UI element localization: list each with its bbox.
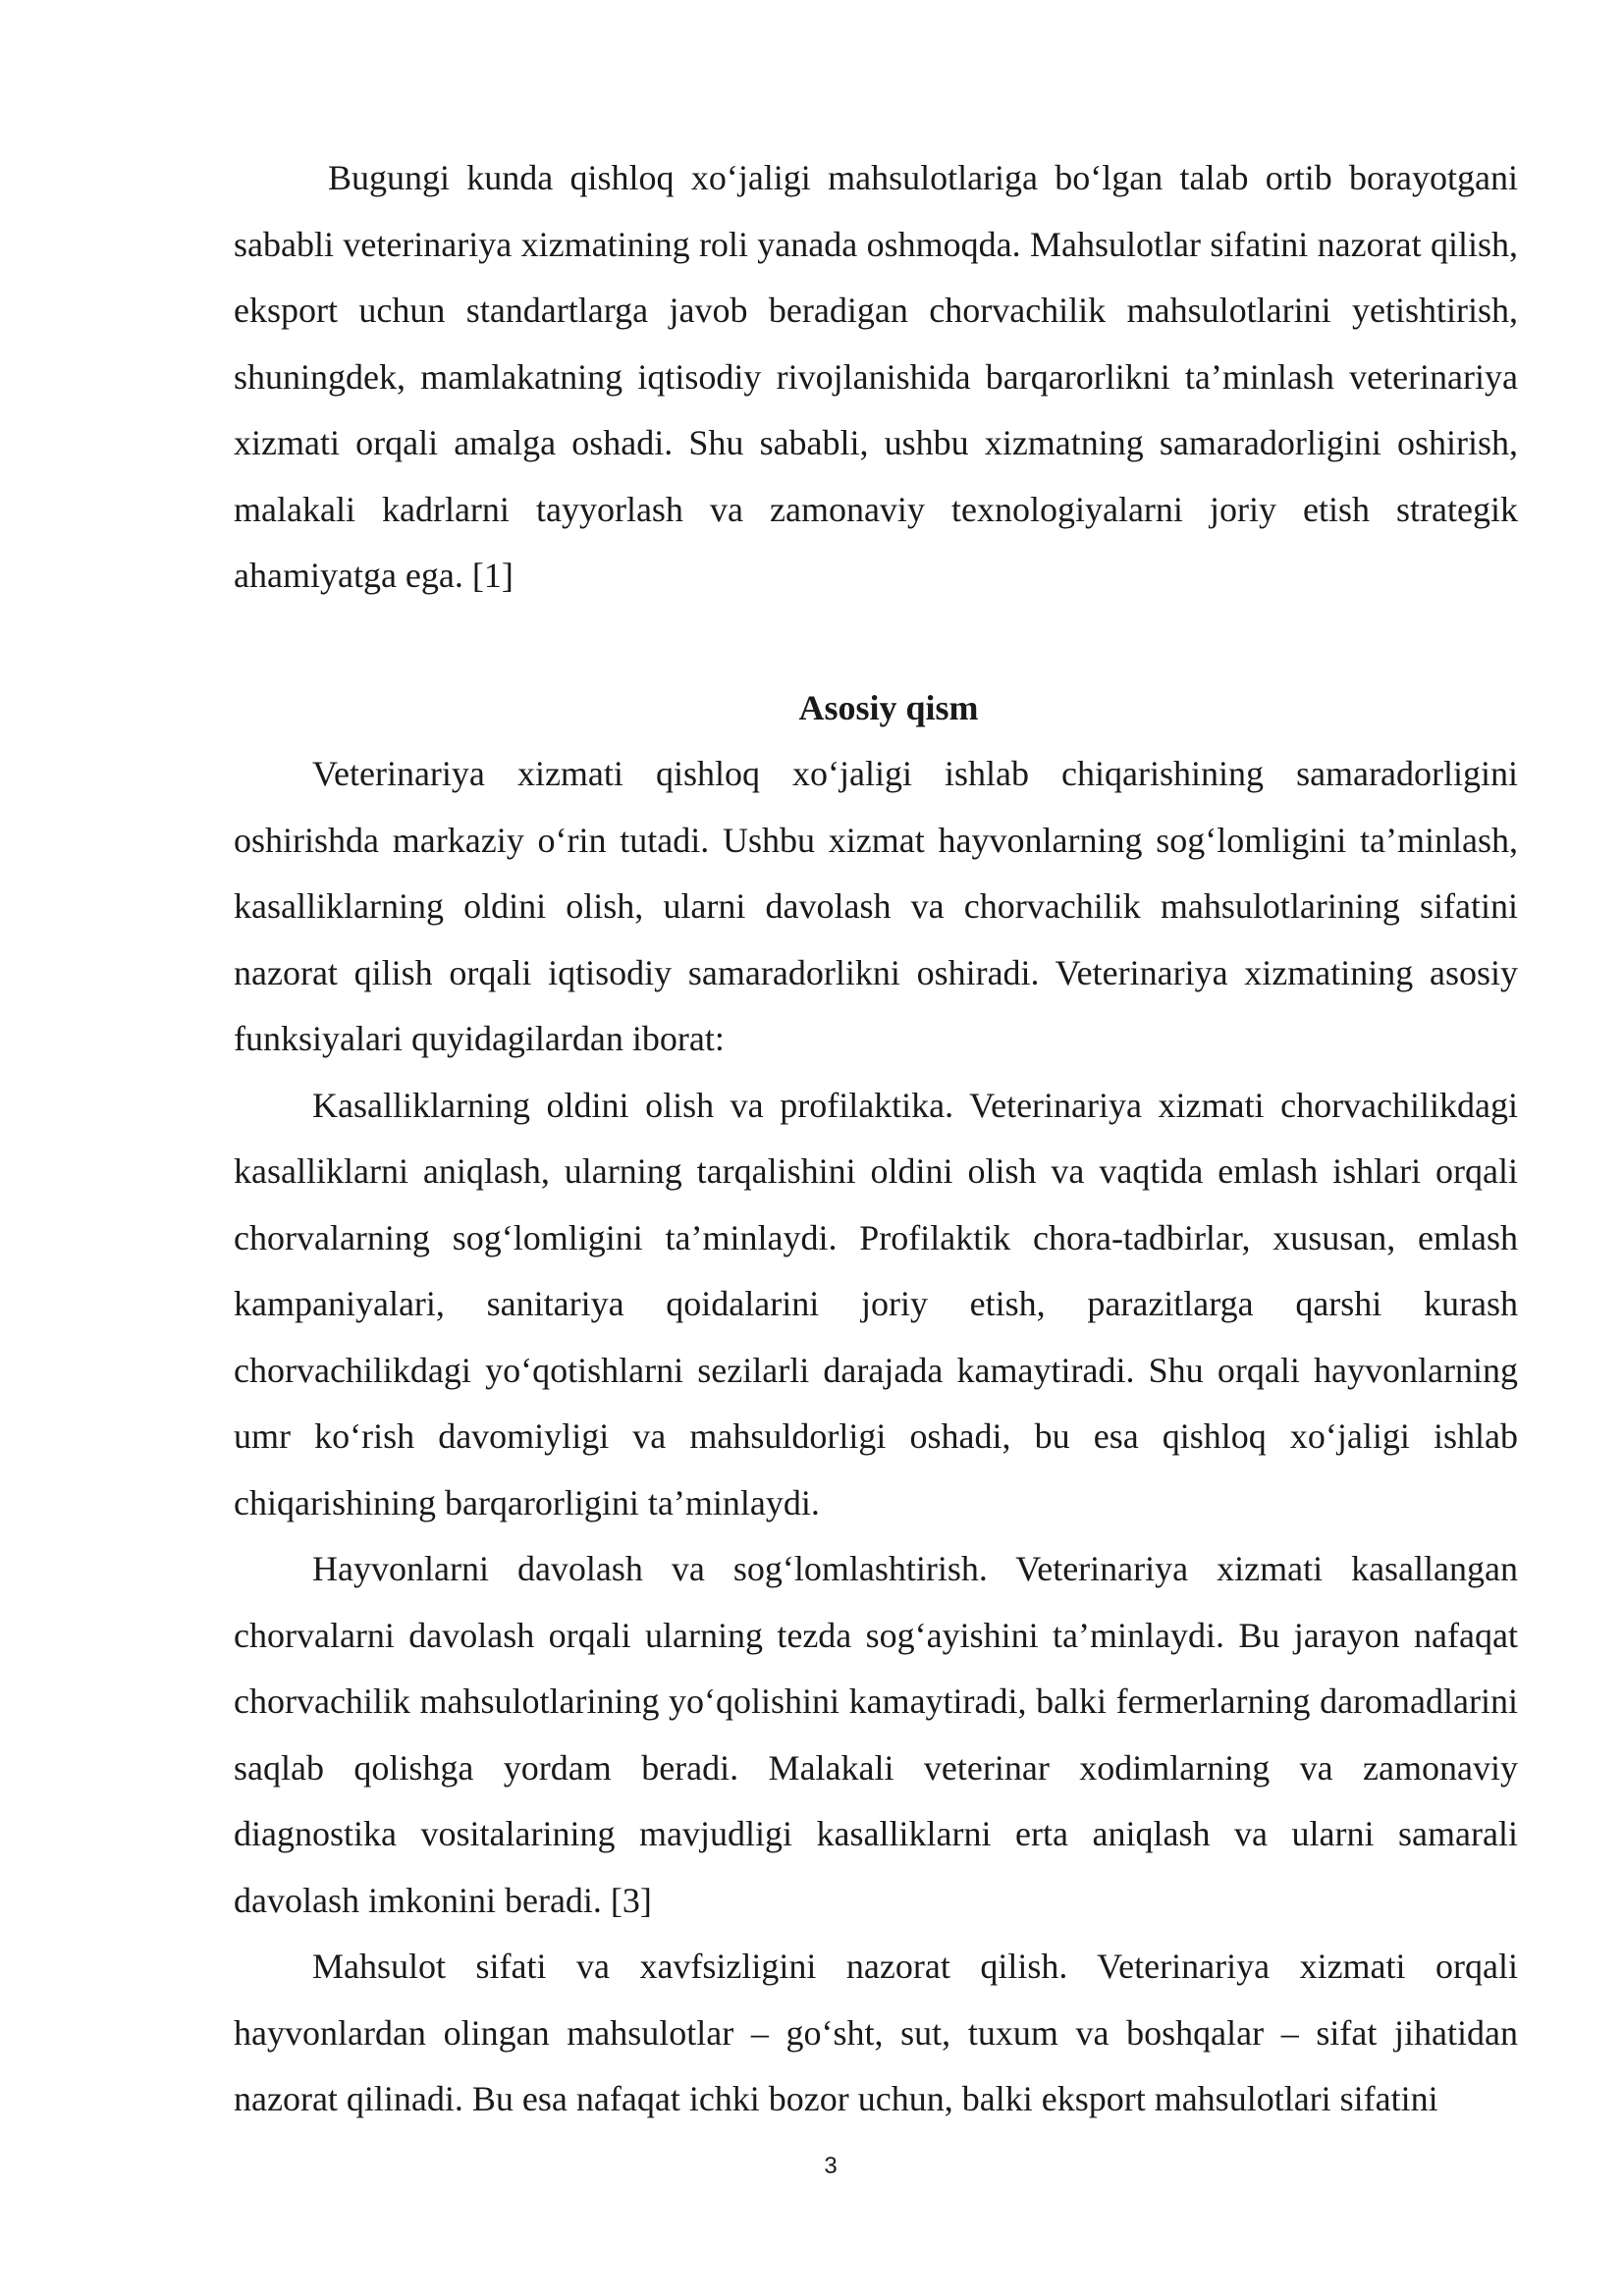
page-number: 3 xyxy=(824,2153,838,2179)
body-paragraph-3: Hayvonlarni davolash va sog‘lomlashtirish. Veterinariya xizmati kasallangan chorvalarni davolash orqali ularning tezda sog‘ayishini ta’minlaydi. Bu jarayon nafaqat chorvachilik mahsulotlarining yo‘qolishini kamaytiradi, balki fermerlarning daromadlarini saqlab qolishga yordam beradi. Malakali veterinar xodimlarning va zamonaviy diagnostika vositalarining mavjudligi kasalliklarni erta aniqlash va ularni samarali davolash imkonini beradi. [3] xyxy=(234,1549,1518,1920)
document-page xyxy=(234,145,1518,2133)
body-paragraph-1: Veterinariya xizmati qishloq xo‘jaligi ishlab chiqarishining samaradorligini oshirishda markaziy o‘rin tutadi. Ushbu xizmat hayvonlarning sog‘lomligini ta’minlash, kasalliklarning oldini olish, ularni davolash va chorvachilik mahsulotlarining sifatini nazorat qilish orqali iqtisodiy samaradorlikni oshiradi. Veterinariya xizmatining asosiy funksiyalari quyidagilardan iborat: xyxy=(234,754,1518,1058)
body-paragraph-2: Kasalliklarning oldini olish va profilaktika. Veterinariya xizmati chorvachilikdagi kasalliklarni aniqlash, ularning tarqalishini oldini olish va vaqtida emlash ishlari orqali chorvalarning sog‘lomligini ta’minlaydi. Profilaktik chora-tadbirlar, xususan, emlash kampaniyalari, sanitariya qoidalarini joriy etish, parazitlarga qarshi kurash chorvachilikdagi yo‘qotishlarni sezilarli darajada kamaytiradi. Shu orqali hayvonlarning umr ko‘rish davomiyligi va mahsuldorligi oshadi, bu esa qishloq xo‘jaligi ishlab chiqarishining barqarorligini ta’minlaydi. xyxy=(234,1085,1518,1522)
section-heading: Asosiy qism xyxy=(798,687,979,727)
body-paragraph-4: Mahsulot sifati va xavfsizligini nazorat qilish. Veterinariya xizmati orqali hayvonlardan olingan mahsulotlar – go‘sht, sut, tuxum va boshqalar – sifat jihatidan nazorat qilinadi. Bu esa nafaqat ichki bozor uchun, balki eksport mahsulotlari sifatini xyxy=(234,1947,1518,2118)
intro-paragraph: Bugungi kunda qishloq xo‘jaligi mahsulotlariga bo‘lgan talab ortib borayotgani sababli veterinariya xizmatining roli yanada oshmoqda. Mahsulotlar sifatini nazorat qilish, eksport uchun standartlarga javob beradigan chorvachilik mahsulotlarini yetishtirish, shuningdek, mamlakatning iqtisodiy rivojlanishida barqarorlikni ta’minlash veterinariya xizmati orqali amalga oshadi. Shu sababli, ushbu xizmatning samaradorligini oshirish, malakali kadrlarni tayyorlash va zamonaviy texnologiyalarni joriy etish strategik ahamiyatga ega. [1] xyxy=(234,158,1518,595)
